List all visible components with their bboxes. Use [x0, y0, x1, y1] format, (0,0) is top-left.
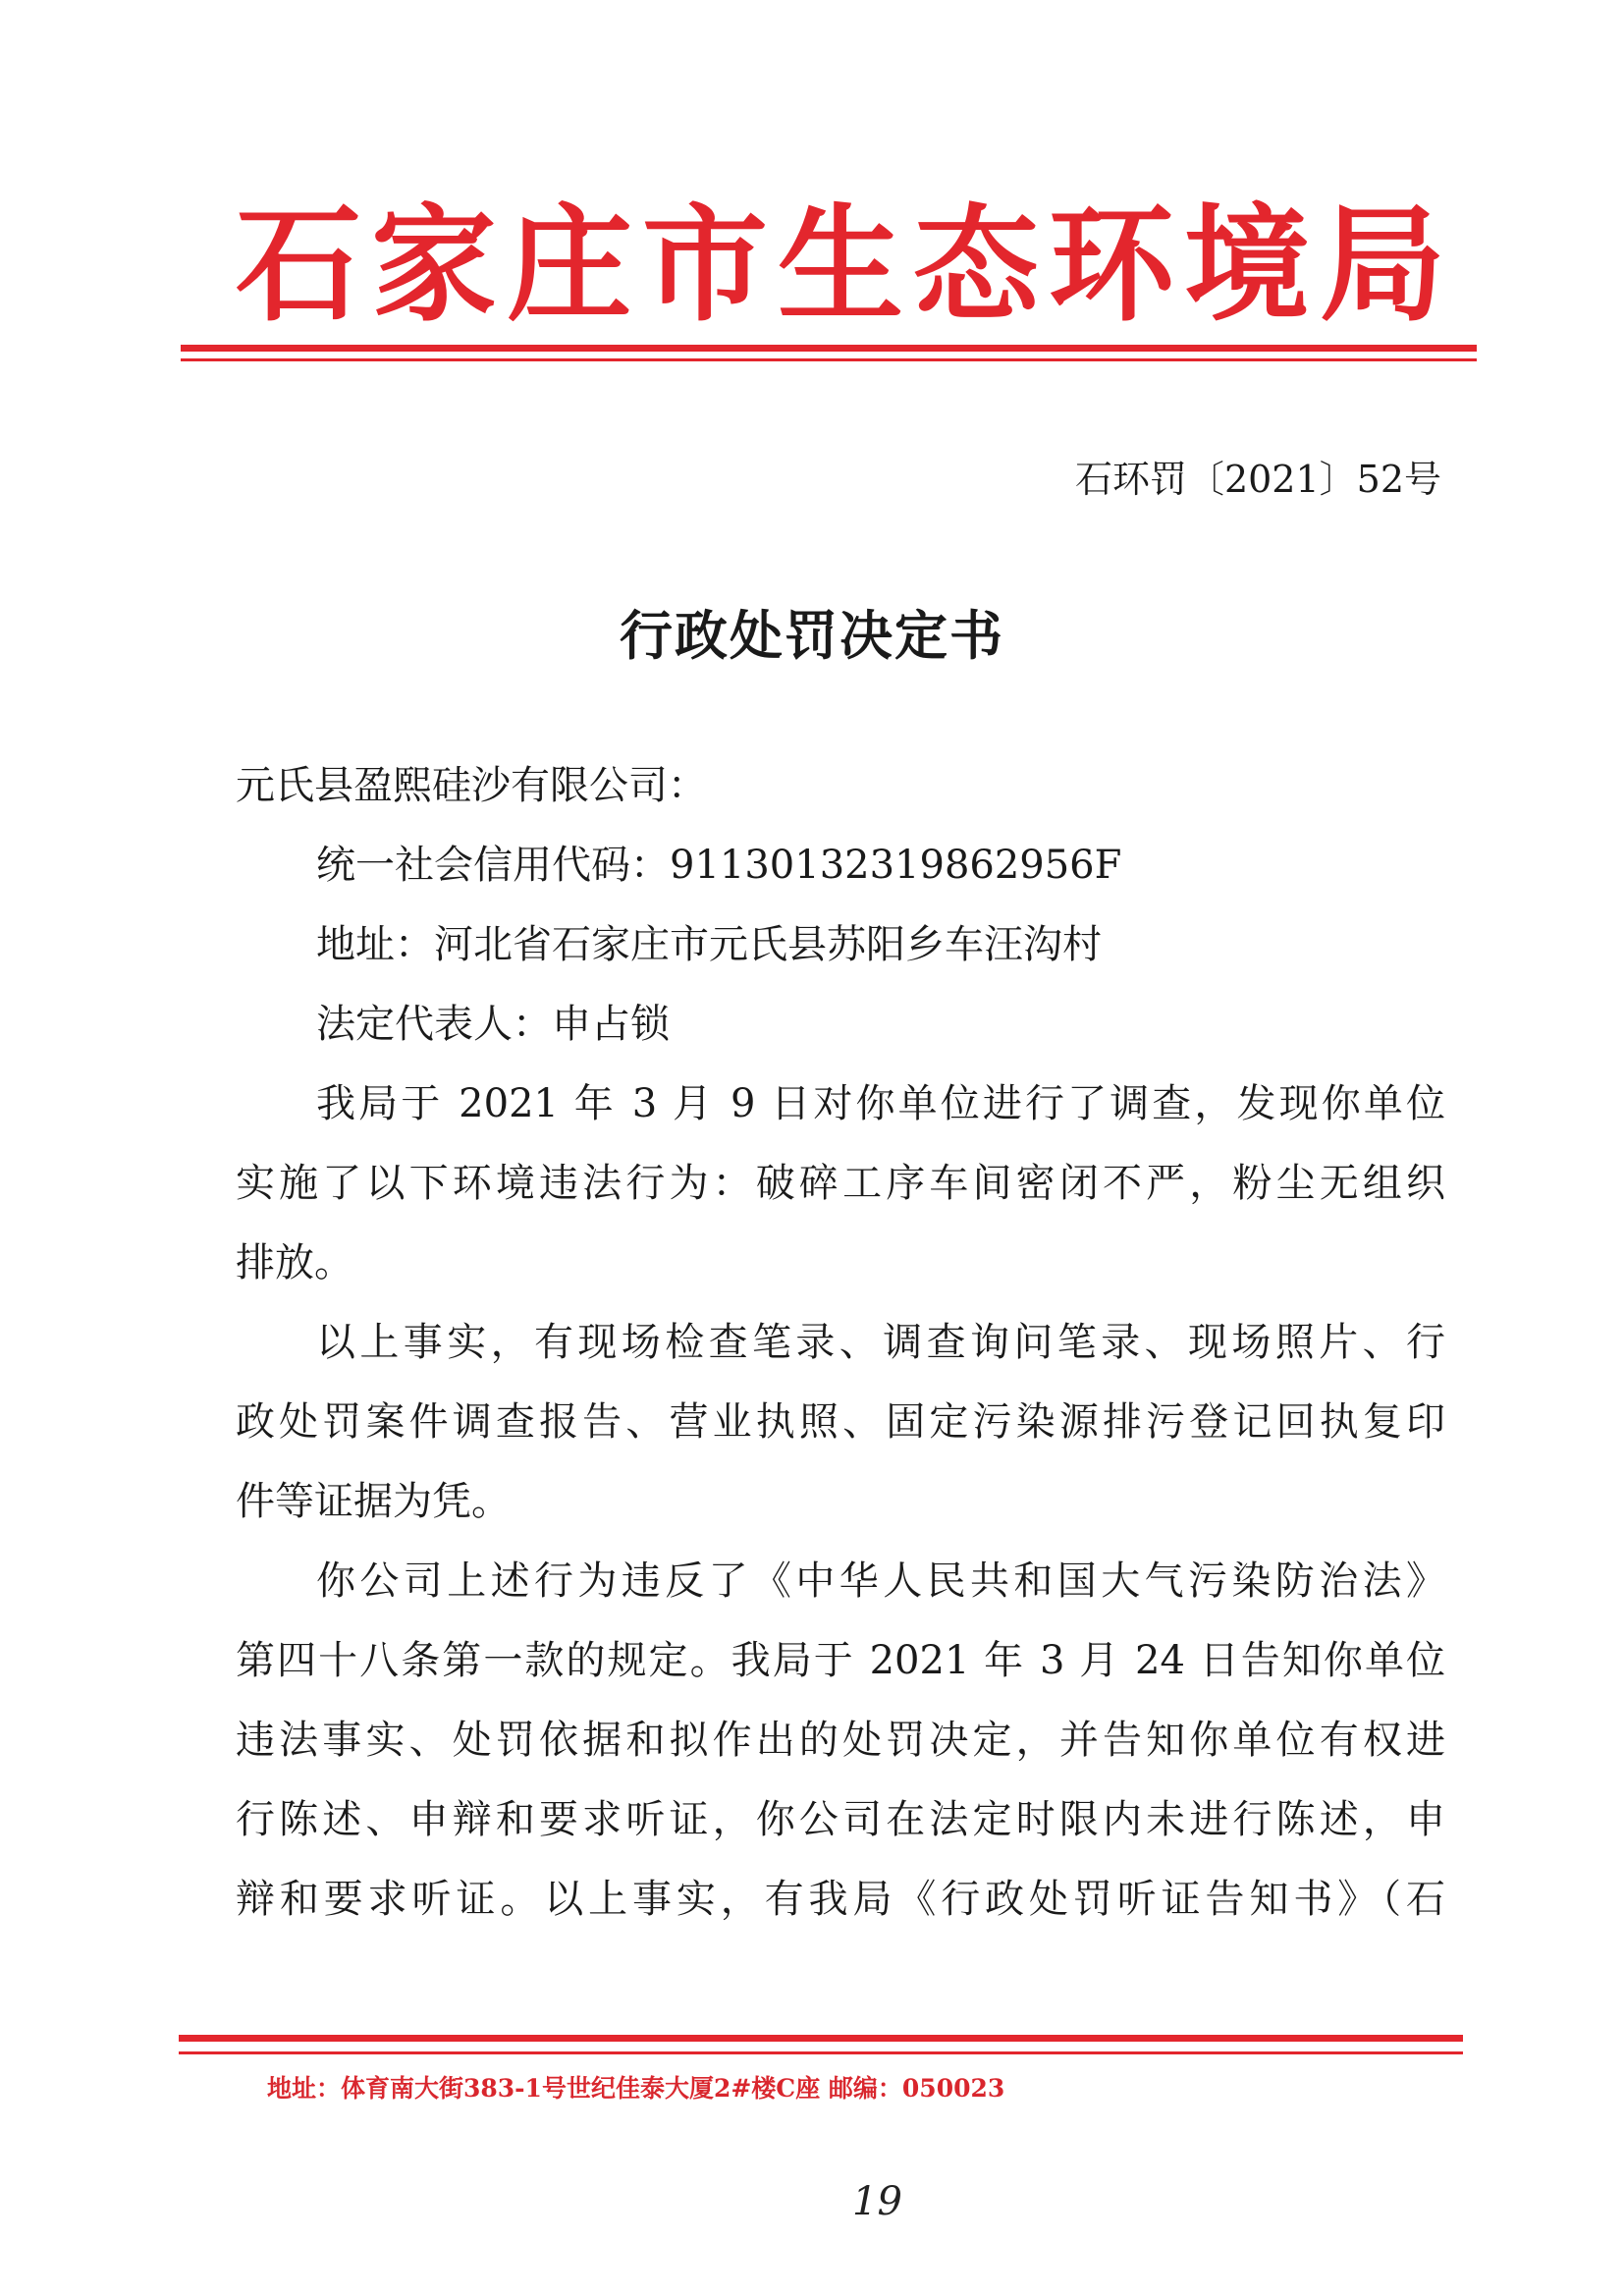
agency-letterhead-title: 石家庄市生态环境局 [236, 191, 1456, 339]
credit-code-line: 统一社会信用代码：91130132319862956F [316, 843, 1122, 888]
recipient-name: 元氏县盈熙硅沙有限公司： [236, 763, 707, 808]
paragraph-1-line-3: 排放。 [236, 1240, 353, 1285]
document-title: 行政处罚决定书 [620, 604, 1004, 667]
footer-address: 地址：体育南大街383-1号世纪佳泰大厦2#楼C座 邮编：050023 [267, 2074, 1005, 2103]
letterhead-rule-thick [181, 345, 1477, 352]
paragraph-3-line-4: 行陈述、申辩和要求听证，你公司在法定时限内未进行陈述，申 [236, 1797, 1445, 1842]
document-number: 石环罚〔2021〕52号 [1074, 458, 1441, 501]
letterhead-rule-thin [181, 358, 1477, 361]
footer-rule-thick [179, 2035, 1463, 2042]
paragraph-3-line-2: 第四十八条第一款的规定。我局于 2021 年 3 月 24 日告知你单位 [236, 1638, 1445, 1683]
paragraph-3-line-5: 辩和要求听证。以上事实，有我局《行政处罚听证告知书》（石 [236, 1877, 1445, 1922]
paragraph-2-line-2: 政处罚案件调查报告、营业执照、固定污染源排污登记回执复印 [236, 1399, 1445, 1445]
legal-representative-line: 法定代表人：申占锁 [316, 1002, 670, 1047]
address-line: 地址：河北省石家庄市元氏县苏阳乡车汪沟村 [316, 922, 1102, 967]
footer-rule-thin [179, 2051, 1463, 2054]
paragraph-2-line-1: 以上事实，有现场检查笔录、调查询问笔录、现场照片、行 [316, 1320, 1445, 1365]
paragraph-2-line-3: 件等证据为凭。 [236, 1479, 511, 1524]
paragraph-1-line-2: 实施了以下环境违法行为：破碎工序车间密闭不严，粉尘无组织 [236, 1161, 1445, 1206]
page-number: 19 [852, 2179, 902, 2224]
paragraph-3-line-1: 你公司上述行为违反了《中华人民共和国大气污染防治法》 [316, 1558, 1445, 1604]
paragraph-1-line-1: 我局于 2021 年 3 月 9 日对你单位进行了调查，发现你单位 [316, 1081, 1445, 1126]
paragraph-3-line-3: 违法事实、处罚依据和拟作出的处罚决定，并告知你单位有权进 [236, 1718, 1445, 1763]
